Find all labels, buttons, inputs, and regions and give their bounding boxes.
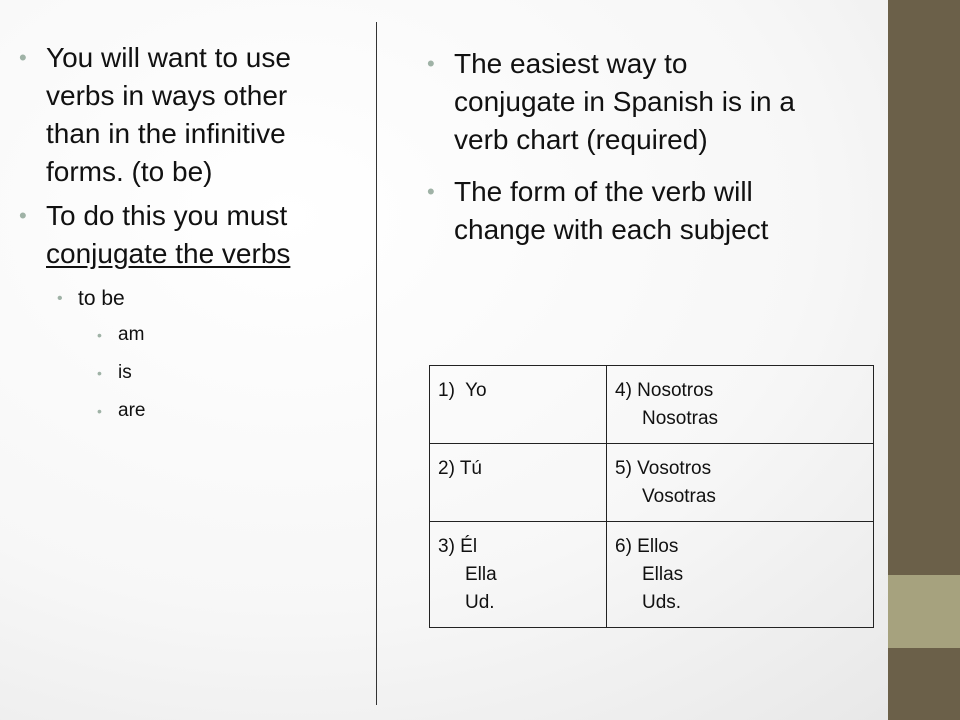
cell-line: 2) Tú (438, 458, 483, 479)
table-row (430, 366, 874, 444)
bullet-dot-icon: • (19, 203, 27, 228)
column-divider (376, 22, 377, 705)
bullet-item (19, 197, 349, 273)
sub-sub-bullet-item (97, 322, 349, 348)
left-bullet-list (19, 39, 349, 424)
cell-line: Uds. (642, 592, 682, 613)
bullet-dot-icon: • (97, 403, 102, 419)
sub-sub-bullet-item (97, 398, 349, 424)
bullet-dot-icon: • (57, 290, 63, 307)
bullet-dot-icon: • (97, 365, 102, 381)
bullet-dot-icon: • (97, 327, 102, 343)
table-cell (430, 522, 607, 628)
cell-line: Ud. (465, 592, 495, 613)
bullet-dot-icon: • (427, 179, 435, 204)
sub-sub-bullet-item (97, 360, 349, 386)
bullet-dot-icon: • (427, 51, 435, 76)
verb-chart-table (429, 365, 874, 628)
bullet-item (427, 173, 807, 249)
bullet-item (19, 39, 349, 191)
table-cell (607, 444, 874, 522)
cell-line: 3) Él (438, 536, 478, 557)
table-cell (607, 366, 874, 444)
table-row (430, 444, 874, 522)
sub-bullet-item (57, 285, 349, 313)
table-cell (430, 366, 607, 444)
cell-line: Ellas (642, 564, 684, 585)
sub-sub-bullet-text: is (118, 362, 132, 383)
cell-line: Vosotras (642, 486, 716, 507)
cell-line: 6) Ellos (615, 536, 679, 557)
bullet-text: To do this you must (46, 200, 288, 231)
cell-line: 5) Vosotros (615, 458, 712, 479)
bullet-text: You will want to use verbs in ways other than in the infinitive forms. (to be) (46, 42, 291, 187)
sub-sub-bullet-text: am (118, 324, 145, 345)
sub-sub-bullet-text: are (118, 400, 146, 421)
table-row (430, 522, 874, 628)
bullet-item (427, 45, 807, 159)
decorative-side-bar-accent (888, 575, 960, 648)
table-cell (430, 444, 607, 522)
cell-line: Ella (465, 564, 497, 585)
bullet-dot-icon: • (19, 45, 27, 70)
bullet-text: The form of the verb will change with each subject (454, 176, 769, 245)
cell-line: Nosotras (642, 408, 719, 429)
cell-line: 1) Yo (438, 380, 487, 401)
sub-bullet-text: to be (78, 287, 125, 310)
right-bullet-list (427, 45, 807, 249)
cell-line: 4) Nosotros (615, 380, 714, 401)
underlined-text: conjugate the verbs (46, 238, 291, 269)
table-cell (607, 522, 874, 628)
bullet-text: The easiest way to conjugate in Spanish is in a verb chart (required) (454, 48, 795, 155)
